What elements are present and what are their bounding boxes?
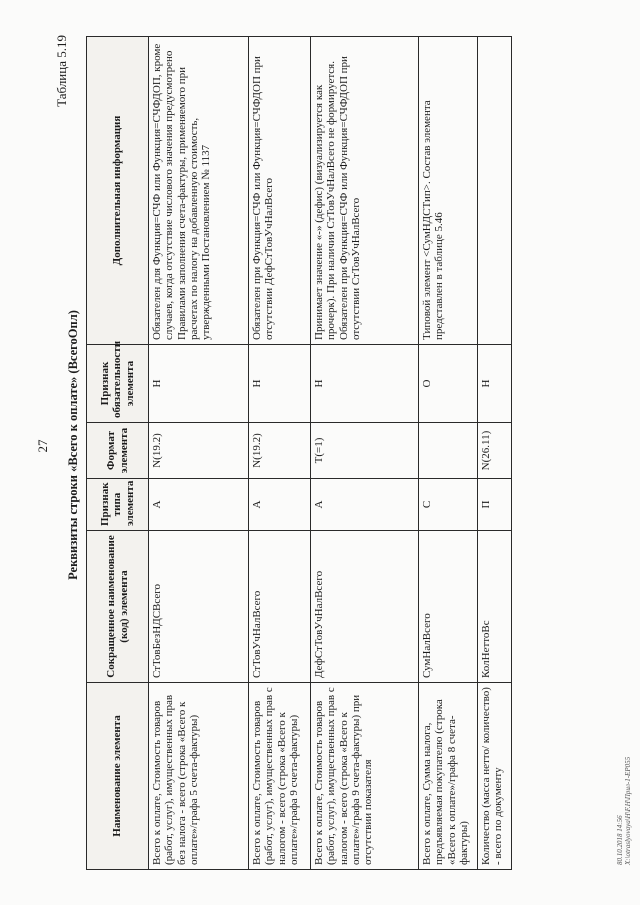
cell-element-type: П bbox=[478, 479, 512, 531]
cell-element-required: Н bbox=[311, 345, 419, 423]
table-header-row bbox=[87, 37, 149, 870]
cell-element-name: Количество (масса нетто/ количество) - всего по документу bbox=[478, 683, 512, 870]
table-row bbox=[149, 37, 249, 870]
cell-element-code: КолНеттоВс bbox=[478, 531, 512, 683]
header-element-name: Наименование элемента bbox=[87, 683, 149, 870]
table-row bbox=[249, 37, 311, 870]
cell-element-format: N(19.2) bbox=[249, 423, 311, 479]
cell-additional-info: Типовой элемент <СумНДСТип>. Состав элемента представлен в таблице 5.46 bbox=[419, 37, 478, 345]
cell-element-code: СтТовБезНДСВсего bbox=[149, 531, 249, 683]
table-row bbox=[311, 37, 419, 870]
header-element-type: Признак типа элемента bbox=[87, 479, 149, 531]
cell-element-required: О bbox=[419, 345, 478, 423]
header-element-format: Формат элемента bbox=[87, 423, 149, 479]
table-caption: Реквизиты строки «Всего к оплате» (ВсегоОпл) bbox=[66, 310, 80, 580]
cell-element-format: N(19.2) bbox=[149, 423, 249, 479]
table-number: Таблица 5.19 bbox=[54, 35, 69, 107]
header-element-code: Сокращенное наименование (код) элемента bbox=[87, 531, 149, 683]
cell-element-name: Всего к оплате, Стоимость товаров (работ, услуг), имущественных прав с налогом - всего (строка «Всего к оплате»/графа 9 счета-фактуры) bbox=[249, 683, 311, 870]
print-footer bbox=[616, 757, 632, 865]
cell-additional-info: Принимает значение «-» (дефис) (визуализируется как прочерк). При наличии СтТовУчНалВсего не формируется. Обязателен при Функция=СЧФ или Функция=СЧФДОП при отсутствии СтТовУчНалВсего bbox=[311, 37, 419, 345]
cell-element-type: А bbox=[149, 479, 249, 531]
cell-element-type: А bbox=[249, 479, 311, 531]
cell-additional-info: Обязателен при Функция=СЧФ или Функция=СЧФДОП при отсутствии ДефСтТовУчНалВсего bbox=[249, 37, 311, 345]
cell-element-required: Н bbox=[478, 345, 512, 423]
footer-file-path: X:\otraslyovaya\H\F.H\Прил-1-EP055 bbox=[624, 756, 632, 865]
footer-timestamp: 80.10.2018 14:56 bbox=[616, 815, 624, 865]
cell-element-format: T(=1) bbox=[311, 423, 419, 479]
cell-element-code: СтТовУчНалВсего bbox=[249, 531, 311, 683]
header-element-required: Признак обязательности элемента bbox=[87, 345, 149, 423]
requisites-table bbox=[86, 36, 512, 870]
table-row bbox=[478, 37, 512, 870]
page-number: 27 bbox=[35, 439, 50, 453]
cell-element-name: Всего к оплате, Стоимость товаров (работ, услуг), имущественных прав с налогом - всего (строка «Всего к оплате»/графа 9 счета-фактуры) при отсутствии показателя bbox=[311, 683, 419, 870]
cell-element-required: Н bbox=[249, 345, 311, 423]
cell-element-code: ДефСтТовУчНалВсего bbox=[311, 531, 419, 683]
header-additional-info: Дополнительная информация bbox=[87, 37, 149, 345]
cell-element-required: Н bbox=[149, 345, 249, 423]
cell-additional-info bbox=[478, 37, 512, 345]
cell-element-name: Всего к оплате, Стоимость товаров (работ, услуг), имущественных прав без налога - всего (строка «Всего к оплате»/графа 5 счета-фактуры) bbox=[149, 683, 249, 870]
cell-element-format bbox=[419, 423, 478, 479]
cell-element-name: Всего к оплате, Сумма налога, предъявляемая покупателю (строка «Всего к оплате»/графа 8 счета-фактуры) bbox=[419, 683, 478, 870]
table-row bbox=[419, 37, 478, 870]
cell-element-format: N(26.11) bbox=[478, 423, 512, 479]
cell-element-type: С bbox=[419, 479, 478, 531]
cell-additional-info: Обязателен для Функция=СЧФ или Функция=СЧФДОП, кроме случаев, когда отсутствие числового значения предусмотрено Правилами заполнения счета-фактуры, применяемого при расчетах по налогу на добавленную стоимость, утвержденными Постановлением № 1137 bbox=[149, 37, 249, 345]
cell-element-code: СумНалВсего bbox=[419, 531, 478, 683]
cell-element-type: А bbox=[311, 479, 419, 531]
